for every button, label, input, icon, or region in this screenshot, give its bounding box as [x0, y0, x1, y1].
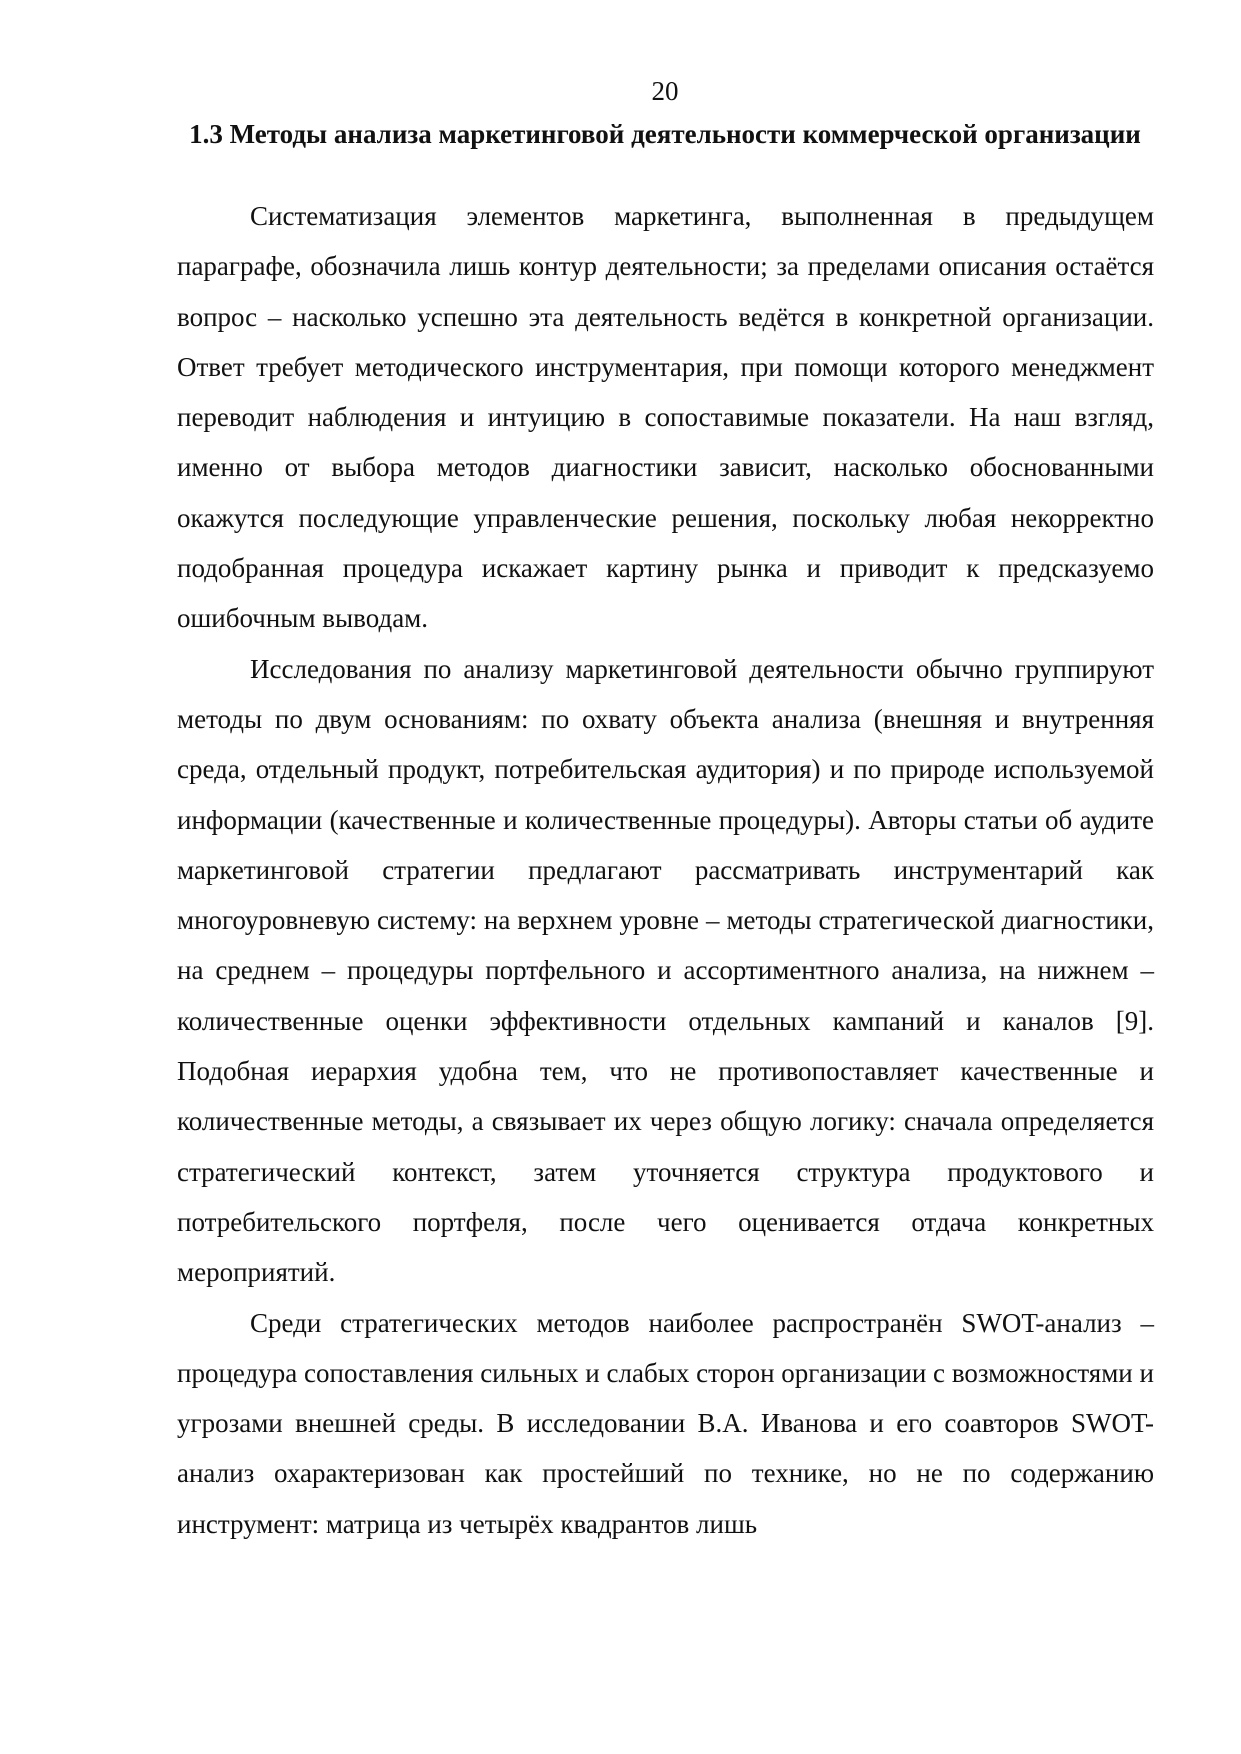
- body-text: [177, 191, 1154, 1549]
- paragraph-2: Исследования по анализу маркетинговой деятельности обычно группируют методы по двум основаниям: по охвату объекта анализа (внешняя и внутренняя среда, отдельный продукт, потребительская аудитория) и по природе используемой информации (качественные и количественные процедуры). Авторы статьи об аудите маркетинговой стратегии предлагают рассматривать инструментарий как многоуровневую систему: на верхнем уровне – методы стратегической диагностики, на среднем – процедуры портфельного и ассортиментного анализа, на нижнем – количественные оценки эффективности отдельных кампаний и каналов [9]. Подобная иерархия удобна тем, что не противопоставляет качественные и количественные методы, а связывает их через общую логику: сначала определяется стратегический контекст, затем уточняется структура продуктового и потребительского портфеля, после чего оценивается отдача конкретных мероприятий.: [177, 653, 1154, 1288]
- paragraph-1: Систематизация элементов маркетинга, выполненная в предыдущем параграфе, обозначила лишь контур деятельности; за пределами описания остаётся вопрос – насколько успешно эта деятельность ведётся в конкретной организации. Ответ требует методического инструментария, при помощи которого менеджмент переводит наблюдения и интуицию в сопоставимые показатели. На наш взгляд, именно от выбора методов диагностики зависит, насколько обоснованными окажутся последующие управленческие решения, поскольку любая некорректно подобранная процедура искажает картину рынка и приводит к предсказуемо ошибочным выводам.: [177, 201, 1154, 634]
- page-number: 20: [651, 76, 679, 106]
- section-heading: 1.3 Методы анализа маркетинговой деятельности коммерческой организации: [189, 119, 1141, 149]
- paragraph-3: Среди стратегических методов наиболее распространён SWOT-анализ – процедура сопоставления сильных и слабых сторон организации с возможностями и угрозами внешней среды. В исследовании В.А. Иванова и его соавторов SWOT-анализ охарактеризован как простейший по технике, но не по содержанию инструмент: матрица из четырёх квадрантов лишь: [177, 1307, 1154, 1539]
